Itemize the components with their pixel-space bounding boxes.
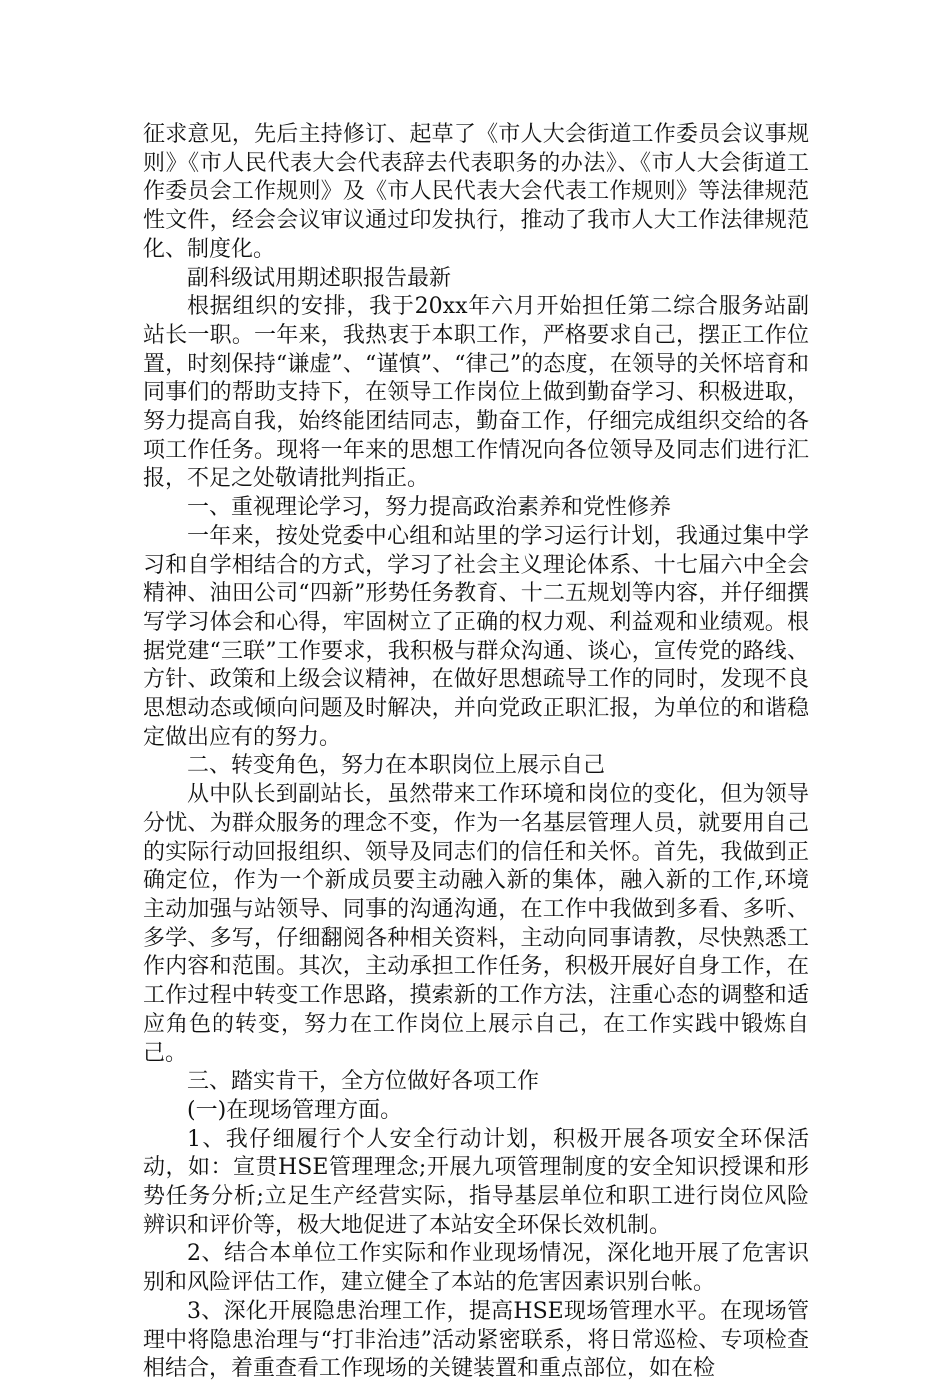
paragraph-title: 副科级试用期述职报告最新 <box>187 265 452 291</box>
section-heading-3: 三、踏实肯干，全方位做好各项工作 <box>187 1069 540 1095</box>
list-item-1: 1、我仔细履行个人安全行动计划，积极开展各项安全环保活动，如：宣贯HSE管理理念;开展九项管理制度的安全知识授课和形势任务分析;立足生产经营实际，指导基层单位和职工进行岗位风险辨识和评价等，极大地促进了本站安全环保长效机制。 <box>143 1126 809 1238</box>
list-item-2: 2、结合本单位工作实际和作业现场情况，深化地开展了危害识别和风险评估工作，建立健全了本站的危害因素识别台帐。 <box>143 1241 809 1296</box>
paragraph-section-2: 从中队长到副站长，虽然带来工作环境和岗位的变化，但为领导分忧、为群众服务的理念不变，作为一名基层管理人员，就要用自己的实际行动回报组织、领导及同志们的信任和关怀。首先，我做到正确定位，作为一个新成员要主动融入新的集体，融入新的工作,环境主动加强与站领导、同事的沟通沟通，在工作中我做到多看、多听、多学、多写，仔细翻阅各种相关资料，主动向同事请教，尽快熟悉工作内容和范围。其次，主动承担工作任务，积极开展好自身工作，在工作过程中转变工作思路，摸索新的工作方法，注重心态的调整和适应角色的转变，努力在工作岗位上展示自己，在工作实践中锻炼自己。 <box>143 782 809 1066</box>
list-item-3: 3、深化开展隐患治理工作，提高HSE现场管理水平。在现场管理中将隐患治理与“打非治违”活动紧密联系，将日常巡检、专项检查相结合，着重查看工作现场的关键装置和重点部位，如在检 <box>143 1298 809 1382</box>
paragraph-1: 征求意见，先后主持修订、起草了《市人大会街道工作委员会议事规则》《市人民代表大会代表辞去代表职务的办法》、《市人大会街道工作委员会工作规则》及《市人民代表大会代表工作规则》等法律规范性文件，经会会议审议通过印发执行，推动了我市人大工作法律规范化、制度化。 <box>143 122 809 262</box>
section-heading-1: 一、重视理论学习，努力提高政治素养和党性修养 <box>187 495 672 521</box>
document-body <box>143 121 809 1384</box>
paragraph-intro: 根据组织的安排，我于20xx年六月开始担任第二综合服务站副站长一职。一年来，我热衷于本职工作，严格要求自己，摆正工作位置，时刻保持“谦虚”、“谨慎”、“律己”的态度，在领导的关怀培育和同事们的帮助支持下，在领导工作岗位上做到勤奋学习、积极进取，努力提高自我，始终能团结同志，勤奋工作，仔细完成组织交给的各项工作任务。现将一年来的思想工作情况向各位领导及同志们进行汇报，不足之处敬请批判指正。 <box>143 294 809 492</box>
subsection-heading-1: (一)在现场管理方面。 <box>187 1097 403 1123</box>
section-heading-2: 二、转变角色，努力在本职岗位上展示自己 <box>187 753 606 779</box>
paragraph-section-1: 一年来，按处党委中心组和站里的学习运行计划，我通过集中学习和自学相结合的方式，学习了社会主义理论体系、十七届六中全会精神、油田公司“四新”形势任务教育、十二五规划等内容，并仔细撰写学习体会和心得，牢固树立了正确的权力观、利益观和业绩观。根据党建“三联”工作要求，我积极与群众沟通、谈心，宣传党的路线、方针、政策和上级会议精神，在做好思想疏导工作的同时，发现不良思想动态或倾向问题及时解决，并向党政正职汇报，为单位的和谐稳定做出应有的努力。 <box>143 523 809 750</box>
